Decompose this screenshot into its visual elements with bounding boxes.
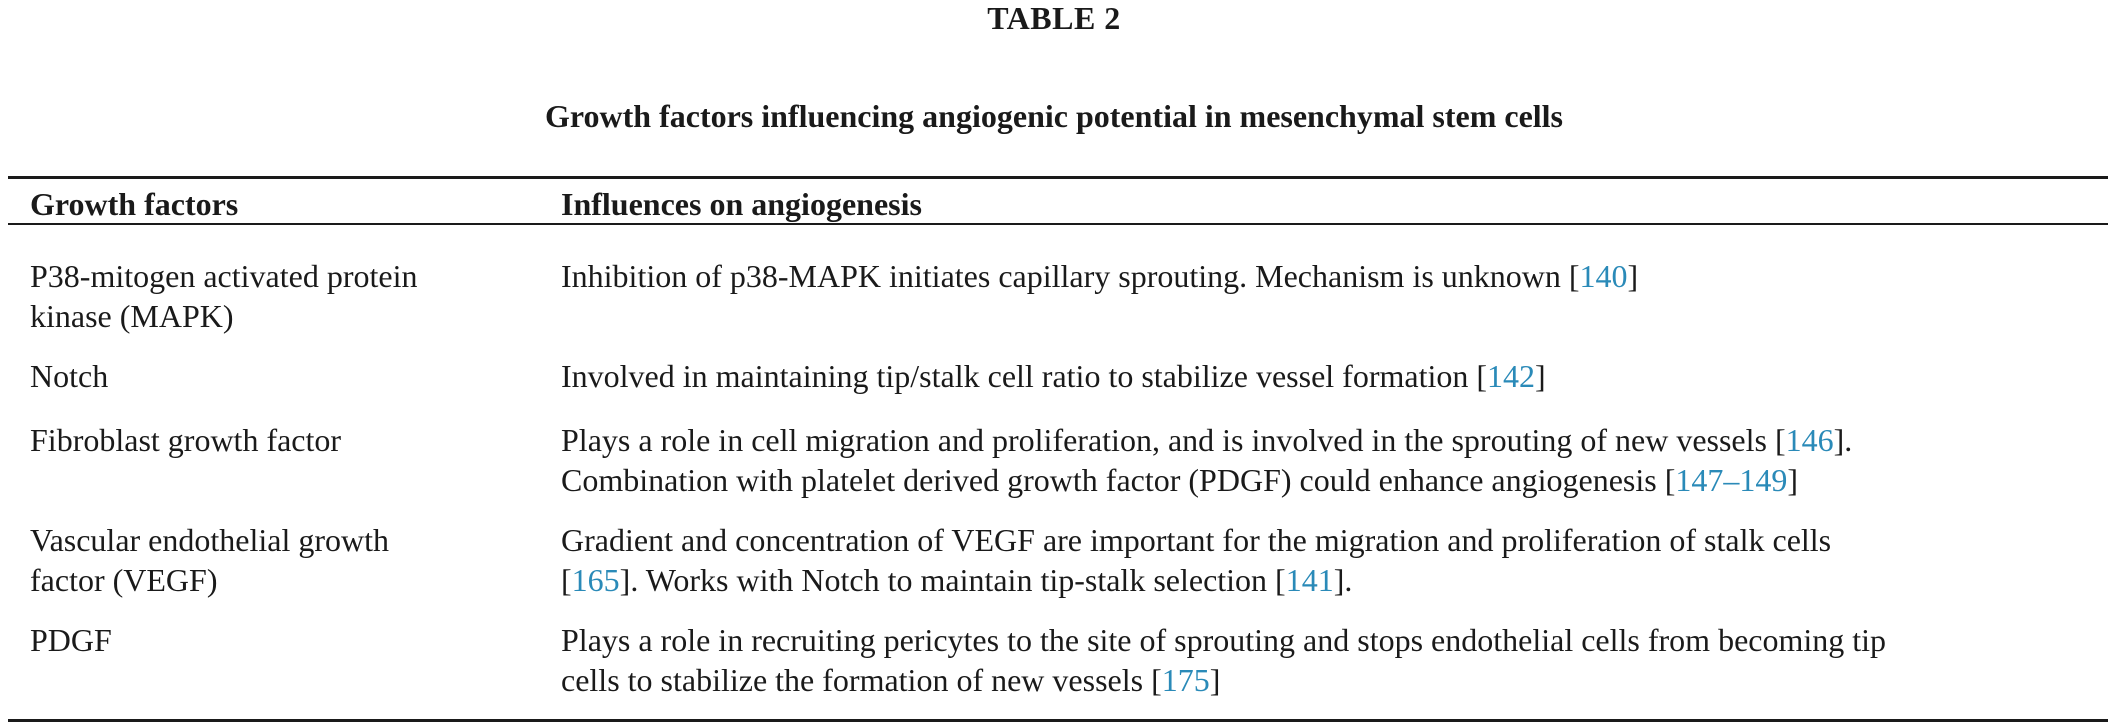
influence-cell — [561, 256, 2086, 296]
citation-link[interactable]: 175 — [1161, 662, 1210, 698]
influence-text: Combination with platelet derived growth factor (PDGF) could enhance angiogenesis [ — [561, 462, 1676, 498]
table-label: TABLE 2 — [987, 0, 1121, 36]
growth-factor-line: Notch — [30, 358, 109, 394]
influence-line — [561, 256, 2086, 296]
influence-line — [561, 560, 2086, 600]
influence-text: ] — [1787, 462, 1799, 498]
influence-text: Plays a role in recruiting pericytes to the site of sprouting and stops endothelial cells from becoming tip — [561, 622, 1887, 658]
influence-text: cells to stabilize the formation of new vessels [ — [561, 662, 1162, 698]
growth-factor-line: Fibroblast growth factor — [30, 422, 342, 458]
influence-text: [ — [561, 562, 572, 598]
influence-text: ]. — [1333, 562, 1353, 598]
citation-link[interactable]: 141 — [1285, 562, 1334, 598]
influence-line — [561, 460, 2086, 500]
growth-factor-line: PDGF — [30, 622, 112, 658]
influence-text: ] — [1535, 358, 1546, 394]
bottom-rule — [8, 719, 2108, 722]
growth-factor-cell — [30, 256, 530, 336]
influence-text: ]. — [1833, 422, 1853, 458]
influence-text: Involved in maintaining tip/stalk cell ratio to stabilize vessel formation [ — [561, 358, 1487, 394]
citation-link[interactable]: 140 — [1579, 258, 1628, 294]
growth-factor-cell — [30, 620, 530, 660]
top-rule — [8, 176, 2108, 179]
header-growth-factors: Growth factors — [30, 186, 239, 222]
header-influences: Influences on angiogenesis — [561, 186, 922, 222]
growth-factor-cell — [30, 356, 530, 396]
citation-link[interactable]: 165 — [571, 562, 620, 598]
header-rule — [8, 223, 2108, 225]
influence-text: ]. Works with Notch to maintain tip-stalk selection [ — [619, 562, 1286, 598]
influence-cell — [561, 520, 2086, 600]
citation-link[interactable]: 146 — [1785, 422, 1834, 458]
citation-link[interactable]: 147–149 — [1675, 462, 1788, 498]
growth-factor-cell — [30, 420, 530, 460]
growth-factor-line: kinase (MAPK) — [30, 298, 234, 334]
growth-factor-line: Vascular endothelial growth — [30, 522, 389, 558]
influence-cell — [561, 356, 2086, 396]
influence-line — [561, 356, 2086, 396]
influence-text: Gradient and concentration of VEGF are important for the migration and proliferation of stalk cells — [561, 522, 1832, 558]
influence-text: ] — [1209, 662, 1221, 698]
influence-cell — [561, 620, 2086, 700]
table-caption: Growth factors influencing angiogenic potential in mesenchymal stem cells — [545, 98, 1563, 134]
influence-line — [561, 660, 2086, 700]
growth-factor-line: factor (VEGF) — [30, 562, 218, 598]
influence-text: Inhibition of p38-MAPK initiates capillary sprouting. Mechanism is unknown [ — [561, 258, 1580, 294]
growth-factor-line: P38-mitogen activated protein — [30, 258, 418, 294]
influence-line — [561, 520, 2086, 560]
influence-text: ] — [1627, 258, 1639, 294]
influence-line — [561, 620, 2086, 660]
influence-cell — [561, 420, 2086, 500]
influence-line — [561, 420, 2086, 460]
influence-text: Plays a role in cell migration and proliferation, and is involved in the sprouting of new vessels [ — [561, 422, 1786, 458]
growth-factor-cell — [30, 520, 530, 600]
citation-link[interactable]: 142 — [1487, 358, 1535, 394]
